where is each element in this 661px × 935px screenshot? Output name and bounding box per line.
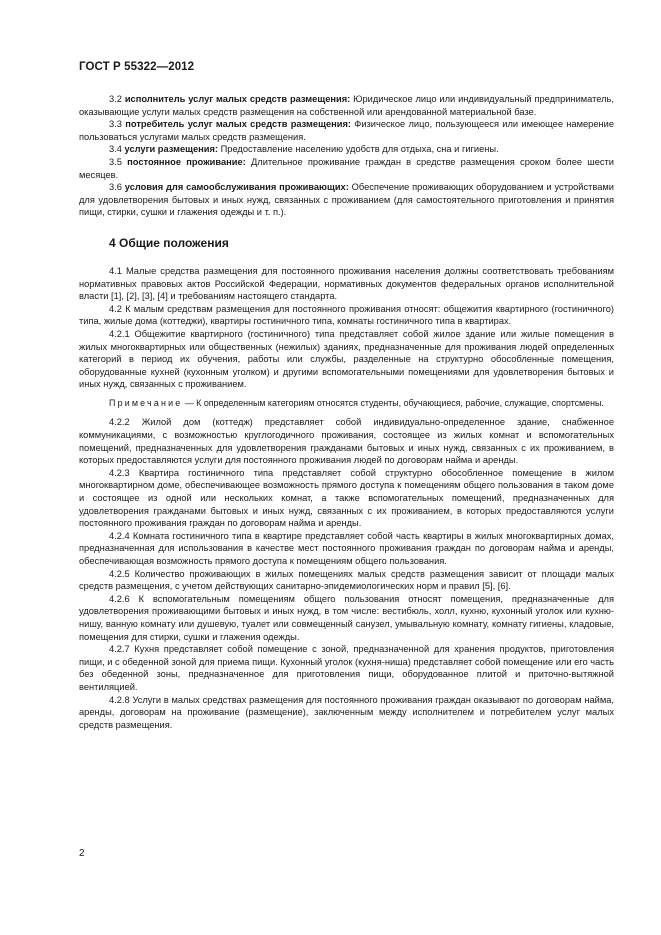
definition-text: Юридическое лицо или индивидуальный предприниматель, оказывающие услуги малых средств размещения на собственной или арендованной материальной базе. [79,94,614,117]
note [79,397,614,410]
definition-number: 3.2 [109,94,122,104]
definition-term: потребитель услуг малых средств размещения: [125,119,351,130]
note-label: Примечание [109,397,183,408]
definition-term: исполнитель услуг малых средств размещения: [124,94,351,104]
definition-3-6 [79,181,614,219]
note-text: — К определенным категориям относятся студенты, обучающиеся, рабочие, служащие, спортсмены. [182,397,604,408]
paragraph-4-2-2: 4.2.2 Жилой дом (коттедж) представляет собой индивидуально-определенное здание, снабженное коммуникациями, с возможностью круглогодичного проживания, состоящее из жилых комнат и вспомогательных помещений, предназначенных для удовлетворения гражданами бытовых и иных нужд, связанных с их проживанием, в которых предоставляются услуги для постоянного проживания людей по договорам найма и аренды. [79,417,614,466]
definition-text: Обеспечение проживающих оборудованием и устройствами для удовлетворения бытовых и иных нужд, связанных с проживанием (для самостоятельного приготовления и принятия пищи, стирки, сушки и глажения одежды и т. п.). [79,182,614,218]
definition-text: Физическое лицо, пользующееся или имеющее намерение пользоваться услугами малых средств размещения. [79,119,615,142]
definition-3-3 [79,118,614,143]
paragraph-4-2-3: 4.2.3 Квартира гостиничного типа представляет собой структурно обособленное помещение в жилом многоквартирном доме, обеспечивающее возможность прямого доступа к помещениям общего пользования в таком доме и состоящее из одной или нескольких комнат, а также вспомогательных помещений, предназначенных для удовлетворения гражданами бытовых и иных нужд, связанных с их проживанием, в которых предоставляются услуги постоянного проживания граждан по договорам найма и аренды. [79,467,614,529]
paragraph-4-2-1: 4.2.1 Общежитие квартирного (гостиничного) типа представляет собой жилое здание или жилые помещения в жилых многоквартирных или общественных (нежилых) зданиях, предназначенные для проживания людей определенных категорий в период их обучения, работы или службы, разделенные на структурно обособленные помещения, оборудованные кухней (кухонным уголком) и другими вспомогательными помещениями для удовлетворения бытовых и иных нужд, связанных с проживанием. [79,328,614,390]
paragraph-4-2-4: 4.2.4 Комната гостиничного типа в квартире представляет собой часть квартиры в жилых многоквартирных домах, предназначенная для использования в качестве мест постоянного проживания граждан по договорам найма и аренды, обеспечивающая возможность прямого доступа к помещениям общего пользования. [79,530,614,566]
definition-3-4 [79,143,614,156]
definition-number: 3.5 [109,156,122,167]
standard-header: ГОСТ Р 55322—2012 [79,61,195,73]
definition-3-2 [79,93,614,118]
definition-number: 3.3 [109,119,122,130]
section-title: 4 Общие положения [109,235,229,250]
definition-text: Длительное проживание граждан в средстве размещения сроком более шести месяцев. [79,156,614,180]
definition-term: услуги размещения: [124,144,219,155]
paragraph-4-1: 4.1 Малые средства размещения для постоянного проживания населения должны соответствовать требованиям нормативных правовых актов Российской Федерации, нормативных документов федеральных органов исполнительной власти [1], [2], [3], [4] и требованиям настоящего стандарта. [79,265,614,302]
definition-text: Предоставление населению удобств для отдыха, сна и гигиены. [218,144,499,155]
paragraph-4-2: 4.2 К малым средствам размещения для постоянного проживания относят: общежития квартирного (гостиничного) типа, жилые дома (коттеджи), квартиры гостиничного типа, комнаты гостиничного типа в квартирах. [79,303,614,327]
paragraph-4-2-5: 4.2.5 Количество проживающих в жилых помещениях малых средств размещения зависит от площади малых средств размещения, с учетом действующих санитарно-эпидемиологических норм и правил [5], [6]. [79,568,614,592]
definition-number: 3.6 [109,182,122,193]
definition-term: условия для самообслуживания проживающих: [124,182,349,193]
document-body [79,93,614,731]
paragraph-4-2-8: 4.2.8 Услуги в малых средствах размещения для постоянного проживания граждан оказывают по договорам найма, аренды, договорам на проживание (размещение), заключенным между исполнителем и потребителем услуг малых средств размещения. [79,694,614,730]
paragraph-4-2-6: 4.2.6 К вспомогательным помещениям общего пользования относят помещения, предназначенные для удовлетворения проживающими бытовых и иных нужд, в том числе: вестибюль, холл, кухню, кухонный уголок или кухню-нишу, ванную комнату или душевую, туалет или совмещенный санузел, умывальную комнату, комнату гигиены, кладовые, помещения для стирки, сушки и глажения одежды. [79,593,614,642]
page-number: 2 [79,848,85,859]
definition-3-5 [79,156,614,181]
definition-term: постоянное проживание: [127,156,246,167]
definition-number: 3.4 [109,144,122,155]
paragraph-4-2-7: 4.2.7 Кухня представляет собой помещение с зоной, предназначенной для хранения продуктов, приготовления пищи, и с обеденной зоной для приема пищи. Кухонный уголок (кухня-ниша) представляет собой помещение или его часть без обеденной зоны, предназначенное для приготовления пищи, оборудованное плитой и приточно-вытяжной вентиляцией. [79,644,614,692]
